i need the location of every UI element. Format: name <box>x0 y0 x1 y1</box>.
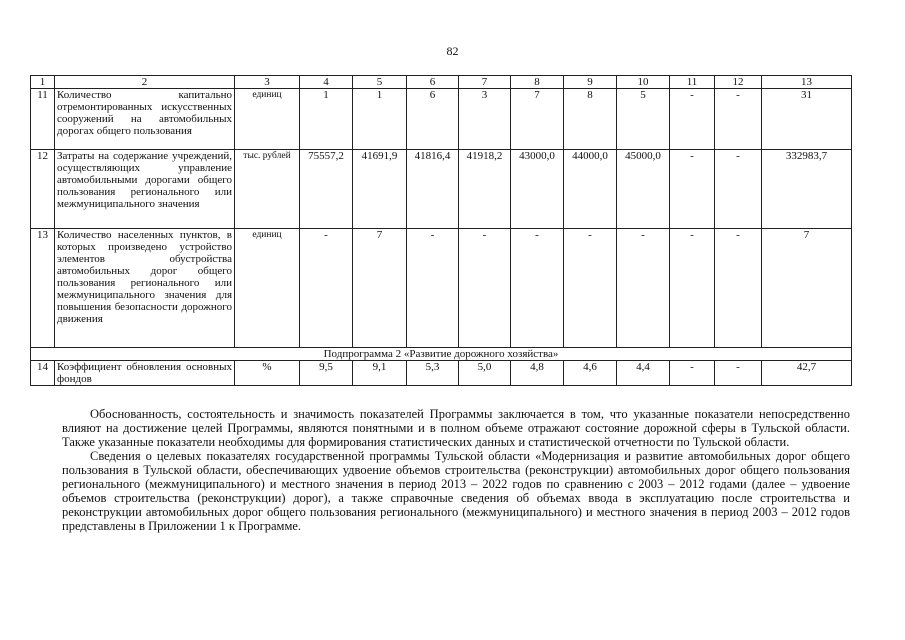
table-row <box>31 229 852 348</box>
header-cell: 9 <box>564 76 617 89</box>
value-cell: - <box>459 229 511 348</box>
value-cell: 9,1 <box>353 361 407 386</box>
subprogram-row <box>31 348 852 361</box>
header-cell: 3 <box>235 76 300 89</box>
value-cell: - <box>715 89 762 150</box>
value-cell: 1 <box>353 89 407 150</box>
header-cell: 6 <box>407 76 459 89</box>
indicator-name: Коэффициент обновления основных фондов <box>55 361 235 386</box>
value-cell: 41918,2 <box>459 150 511 229</box>
header-cell: 8 <box>511 76 564 89</box>
body-text <box>62 407 850 533</box>
header-cell: 1 <box>31 76 55 89</box>
header-cell: 7 <box>459 76 511 89</box>
table-row <box>31 361 852 386</box>
value-cell: - <box>715 229 762 348</box>
value-cell: 41691,9 <box>353 150 407 229</box>
value-cell: - <box>407 229 459 348</box>
row-number: 13 <box>31 229 55 348</box>
header-cell: 11 <box>670 76 715 89</box>
table-row <box>31 150 852 229</box>
value-cell: 45000,0 <box>617 150 670 229</box>
value-cell: - <box>617 229 670 348</box>
header-cell: 5 <box>353 76 407 89</box>
table-row <box>31 89 852 150</box>
value-cell: - <box>715 361 762 386</box>
value-cell: 3 <box>459 89 511 150</box>
row-number: 11 <box>31 89 55 150</box>
total-cell: 42,7 <box>762 361 852 386</box>
paragraph: Сведения о целевых показателях государственной программы Тульской области «Модернизация и развитие автомобильных дорог общего пользования в Тульской области, обеспечивающих удвоение объемов строительства (реконструкции) автомобильных дорог общего пользования регионального (межмуниципального) и местного значения в период 2013 – 2022 годов по сравнению с 2003 – 2012 годами (далее – удвоение объемов строительства (реконструкции) дорог), а также справочные сведения об объемах ввода в эксплуатацию после строительства и реконструкции автомобильных дорог общего пользования регионального (межмуниципального) и местного значения в период 2003 – 2012 годов представлены в Приложении 1 к Программе. <box>62 449 850 533</box>
paragraph: Обоснованность, состоятельность и значимость показателей Программы заключается в том, что указанные показатели непосредственно влияют на достижение целей Программы, являются понятными и в полном объеме отражают состояние дорожной сферы в Тульской области. Также указанные показатели необходимы для формирования статистических данных и статистической отчетности по Тульской области. <box>62 407 850 449</box>
value-cell: 5,3 <box>407 361 459 386</box>
value-cell: - <box>511 229 564 348</box>
table-header-row <box>31 76 852 89</box>
subprogram-title: Подпрограмма 2 «Развитие дорожного хозяйства» <box>31 348 852 361</box>
value-cell: - <box>715 150 762 229</box>
value-cell: - <box>670 89 715 150</box>
unit-cell: тыс. рублей <box>235 150 300 229</box>
row-number: 14 <box>31 361 55 386</box>
row-number: 12 <box>31 150 55 229</box>
value-cell: 8 <box>564 89 617 150</box>
value-cell: 75557,2 <box>300 150 353 229</box>
value-cell: - <box>300 229 353 348</box>
header-cell: 13 <box>762 76 852 89</box>
value-cell: - <box>564 229 617 348</box>
page-number: 82 <box>446 44 459 58</box>
total-cell: 7 <box>762 229 852 348</box>
value-cell: 4,4 <box>617 361 670 386</box>
total-cell: 332983,7 <box>762 150 852 229</box>
unit-cell: % <box>235 361 300 386</box>
value-cell: 4,8 <box>511 361 564 386</box>
indicators-table <box>30 75 852 386</box>
unit-cell: единиц <box>235 89 300 150</box>
value-cell: - <box>670 361 715 386</box>
value-cell: 41816,4 <box>407 150 459 229</box>
value-cell: 43000,0 <box>511 150 564 229</box>
value-cell: 6 <box>407 89 459 150</box>
value-cell: - <box>670 229 715 348</box>
value-cell: 4,6 <box>564 361 617 386</box>
value-cell: 5,0 <box>459 361 511 386</box>
unit-cell: единиц <box>235 229 300 348</box>
value-cell: - <box>670 150 715 229</box>
indicator-name: Затраты на содержание учреждений, осуществляющих управление автомобильными дорогами общего пользования регионального или межмуниципального значения <box>55 150 235 229</box>
header-cell: 2 <box>55 76 235 89</box>
value-cell: 7 <box>353 229 407 348</box>
value-cell: 44000,0 <box>564 150 617 229</box>
value-cell: 7 <box>511 89 564 150</box>
header-cell: 10 <box>617 76 670 89</box>
indicator-name: Количество капитально отремонтированных искусственных сооружений на автомобильных дорогах общего пользования <box>55 89 235 150</box>
value-cell: 1 <box>300 89 353 150</box>
header-cell: 12 <box>715 76 762 89</box>
value-cell: 9,5 <box>300 361 353 386</box>
total-cell: 31 <box>762 89 852 150</box>
header-cell: 4 <box>300 76 353 89</box>
indicator-name: Количество населенных пунктов, в которых произведено устройство элементов обустройства автомобильных дорог общего пользования регионального или межмуниципального значения для повышения безопасности дорожного движения <box>55 229 235 348</box>
value-cell: 5 <box>617 89 670 150</box>
